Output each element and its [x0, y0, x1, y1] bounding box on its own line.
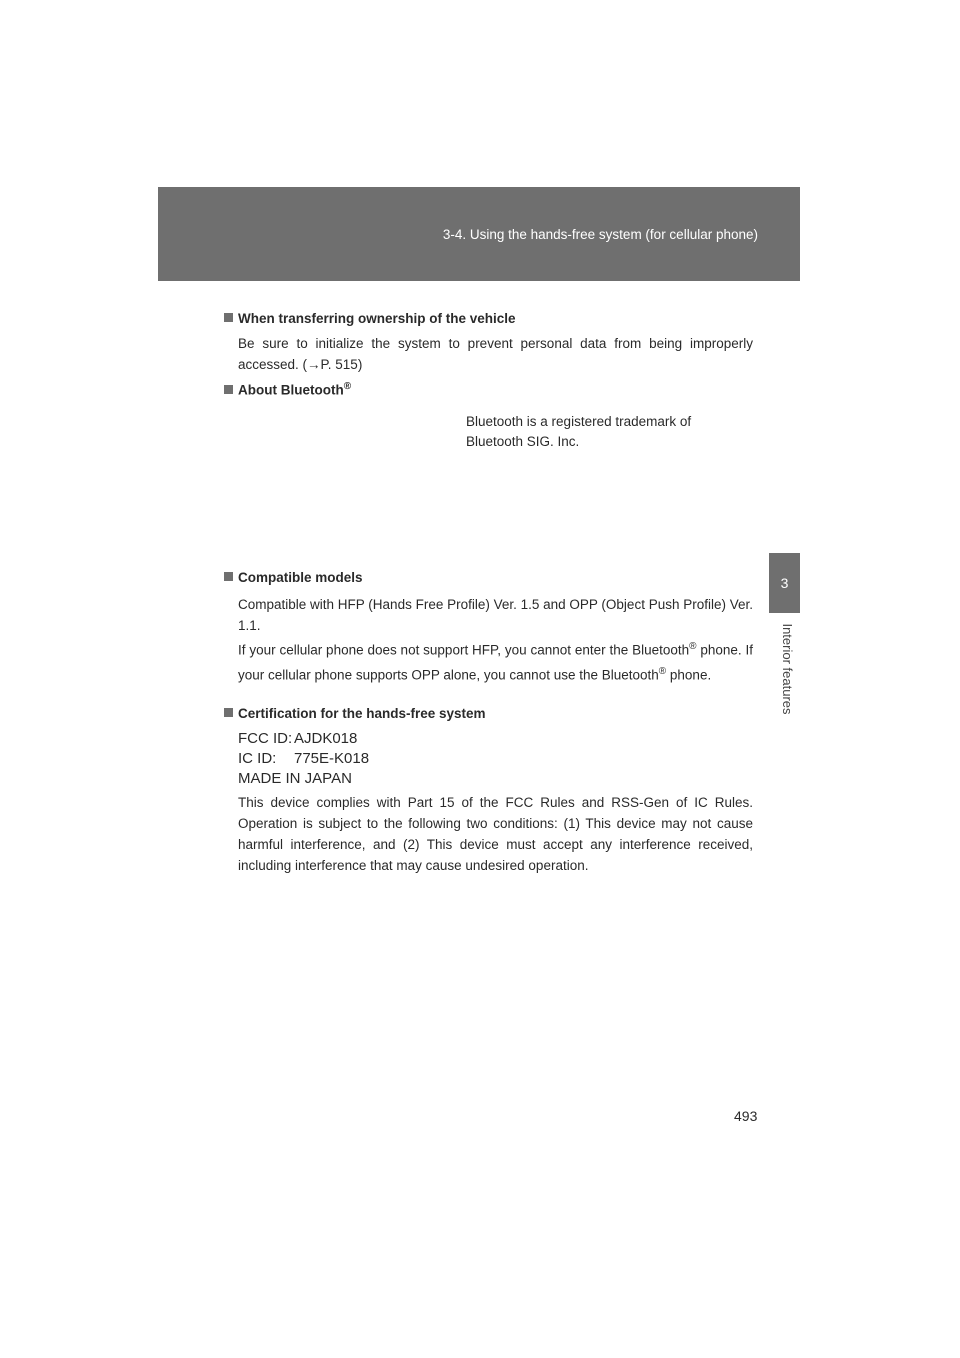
- bullet-square-icon: [224, 572, 233, 581]
- heading-transfer: When transferring ownership of the vehicle: [224, 311, 516, 326]
- bullet-square-icon: [224, 385, 233, 394]
- certification-ids: FCC ID: AJDK018 IC ID: 775E-K018 MADE IN JAPAN: [238, 730, 370, 787]
- section-title: 3-4. Using the hands-free system (for cellular phone): [442, 227, 758, 242]
- chapter-number: 3: [780, 575, 789, 591]
- chapter-tab: [769, 553, 800, 613]
- trademark-note: Bluetooth is a registered trademark of Bluetooth SIG. Inc.: [466, 414, 692, 449]
- transfer-text: Be sure to initialize the system to prevent personal data from being improperly accessed. (→P. 515): [238, 336, 753, 372]
- compatible-text-1: Compatible with HFP (Hands Free Profile) Ver. 1.5 and OPP (Object Push Profile) Ver. 1.1.: [238, 597, 753, 633]
- chapter-label: Interior features: [780, 623, 795, 715]
- bullet-square-icon: [224, 708, 233, 717]
- heading-certification: Certification for the hands-free system: [224, 706, 486, 721]
- compatible-text-2: If your cellular phone does not support HFP, you cannot enter the Bluetooth® phone. If your cellular phone supports OPP alone, you cannot use the Bluetooth® phone.: [238, 641, 753, 682]
- heading-compatible: Compatible models: [224, 570, 363, 585]
- page-number: 493: [734, 1108, 758, 1124]
- bullet-square-icon: [224, 313, 233, 322]
- heading-bluetooth: About Bluetooth®: [224, 381, 351, 398]
- header-band: [158, 187, 800, 281]
- compliance-text: This device complies with Part 15 of the FCC Rules and RSS-Gen of IC Rules. Operation is subject to the following two conditions: (1) This device may not cause harmful interference, and (2) This device must accept any interference received, including interference that may cause undesired operation.: [238, 795, 753, 873]
